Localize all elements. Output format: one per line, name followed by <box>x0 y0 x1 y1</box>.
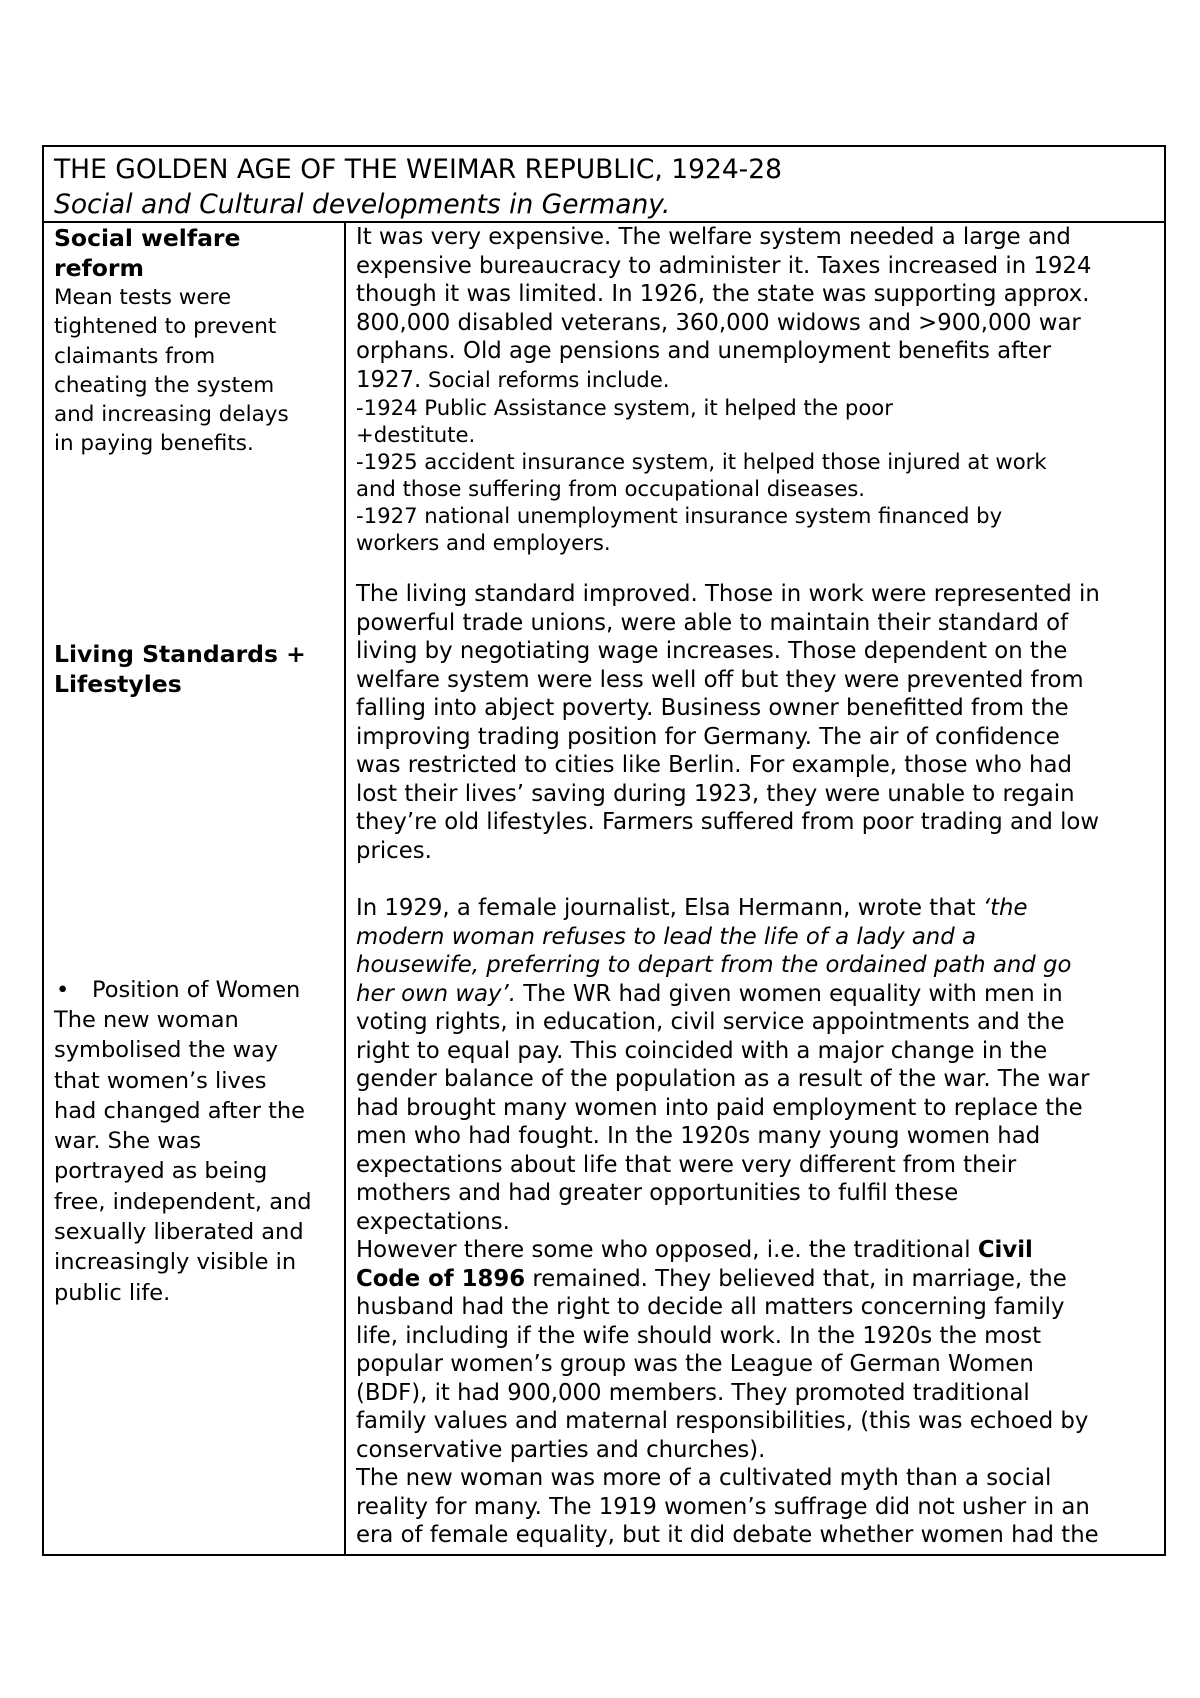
position-of-women-section <box>54 975 336 1308</box>
list-item: and those suffering from occupational diseases. <box>356 476 866 501</box>
list-item: workers and employers. <box>356 530 611 555</box>
section-heading: reform <box>54 254 144 282</box>
column-divider <box>344 221 346 1554</box>
text-line: was restricted to cities like Berlin. For example, those who had <box>356 752 1072 778</box>
text-line: 800,000 disabled veterans, 360,000 widows and >900,000 war <box>356 309 1081 336</box>
notes-table <box>42 145 1166 1556</box>
social-welfare-text <box>356 223 1164 556</box>
text-line: reality for many. The 1919 women’s suffrage did not usher in an <box>356 1493 1090 1520</box>
text-line: family values and maternal responsibilities, (this was echoed by <box>356 1408 1089 1434</box>
list-item: -1925 accident insurance system, it helped those injured at work <box>356 449 1047 474</box>
section-heading: Living Standards + <box>54 640 306 668</box>
text-line: living by negotiating wage increases. Those dependent on the <box>356 638 1068 664</box>
text-line: popular women’s group was the League of German Women <box>356 1351 1034 1377</box>
text-line: prices. <box>356 837 432 864</box>
text-line: public life. <box>54 1279 171 1306</box>
text-line: conservative parties and churches). <box>356 1436 766 1463</box>
text-line: right to equal pay. This coincided with a major change in the <box>356 1037 1048 1064</box>
text-line: her own way’. The WR had given women equality with men in <box>356 980 1063 1007</box>
text-line: symbolised the way <box>54 1037 279 1064</box>
text-line: orphans. Old age pensions and unemployment benefits after <box>356 338 1052 364</box>
text-line: expensive bureaucracy to administer it. Taxes increased in 1924 <box>356 252 1092 279</box>
text-line: tightened to prevent <box>54 314 277 340</box>
living-standards-text <box>356 580 1164 865</box>
text-line: had brought many women into paid employment to replace the <box>356 1094 1083 1121</box>
text-line: free, independent, and <box>54 1188 312 1215</box>
section-heading: • Position of Women <box>56 977 301 1003</box>
text-line: Mean tests were <box>54 285 232 310</box>
text-line: they’re old lifestyles. Farmers suffered from poor trading and low <box>356 809 1100 835</box>
text-line: welfare system were less well off but they were prevented from <box>356 666 1084 693</box>
text-line: husband had the right to decide all matters concerning family <box>356 1294 1065 1320</box>
text-line: improving trading position for Germany. The air of confidence <box>356 723 1060 750</box>
text-line: (BDF), it had 900,000 members. They promoted traditional <box>356 1379 1030 1406</box>
social-welfare-section <box>54 223 336 459</box>
page-title: THE GOLDEN AGE OF THE WEIMAR REPUBLIC, 1924-28 <box>54 154 782 185</box>
text-line: The new woman was more of a cultivated myth than a social <box>356 1465 1052 1491</box>
text-line: Code of 1896 remained. They believed that, in marriage, the <box>356 1265 1067 1292</box>
list-item: -1927 national unemployment insurance system financed by <box>356 503 1003 528</box>
text-line: voting rights, in education, civil service appointments and the <box>356 1009 1065 1035</box>
text-line: In 1929, a female journalist, Elsa Hermann, wrote that ‘the <box>356 895 1028 921</box>
text-line: powerful trade unions, were able to maintain their standard of <box>356 609 1069 636</box>
text-line: claimants from <box>54 343 216 369</box>
text-line: sexually liberated and <box>54 1219 304 1246</box>
page-subtitle: Social and Cultural developments in Germany. <box>54 189 671 220</box>
text-line: falling into abject poverty. Business owner benefitted from the <box>356 695 1069 721</box>
quote-line: housewife, preferring to depart from the ordained path and go <box>356 952 1072 978</box>
text-line: men who had fought. In the 1920s many young women had <box>356 1123 1041 1149</box>
text-line: and increasing delays <box>54 402 289 428</box>
text-line: era of female equality, but it did debate whether women had the <box>356 1522 1099 1548</box>
text-line: increasingly visible in <box>54 1249 297 1276</box>
section-heading: Lifestyles <box>54 670 182 698</box>
text-line: However there some who opposed, i.e. the traditional Civil <box>356 1237 1033 1263</box>
position-of-women-text <box>356 894 1164 1550</box>
text-line: expectations. <box>356 1208 510 1235</box>
text-line: had changed after the <box>54 1097 306 1124</box>
text-line: The new woman <box>54 1007 239 1033</box>
list-item: +destitute. <box>356 422 476 447</box>
text-line: that women’s lives <box>54 1067 267 1094</box>
section-heading: Social welfare <box>54 224 241 252</box>
text-line: gender balance of the population as a result of the war. The war <box>356 1066 1090 1092</box>
list-item: -1924 Public Assistance system, it helped the poor <box>356 395 893 420</box>
title-row <box>44 147 1164 223</box>
text-line: It was very expensive. The welfare system needed a large and <box>356 224 1071 250</box>
quote-line: modern woman refuses to lead the life of a lady and a <box>356 923 976 950</box>
text-line: The living standard improved. Those in work were represented in <box>356 581 1100 607</box>
bullet-icon: • <box>56 977 70 1003</box>
text-line: lost their lives’ saving during 1923, they were unable to regain <box>356 780 1075 807</box>
text-line: portrayed as being <box>54 1158 268 1185</box>
text-line: war. She was <box>54 1128 202 1155</box>
text-line: though it was limited. In 1926, the state was supporting approx. <box>356 281 1090 307</box>
text-line: expectations about life that were very different from their <box>356 1151 1017 1178</box>
text-line: mothers and had greater opportunities to fulfil these <box>356 1180 959 1206</box>
text-line: in paying benefits. <box>54 431 254 457</box>
text-line: life, including if the wife should work. In the 1920s the most <box>356 1322 1042 1349</box>
text-line: cheating the system <box>54 372 275 398</box>
text-line: 1927. Social reforms include. <box>356 366 670 393</box>
living-standards-section <box>54 639 336 699</box>
